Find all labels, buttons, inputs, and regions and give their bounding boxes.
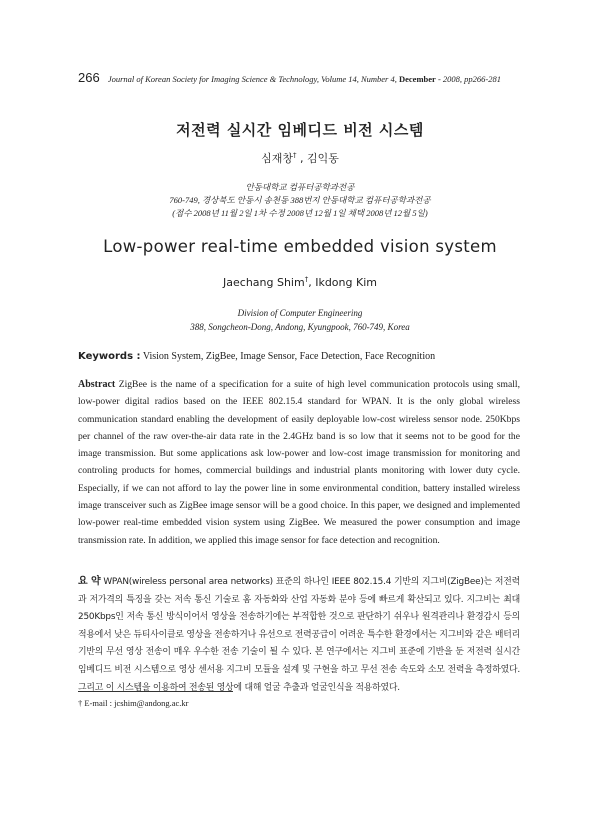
- corresponding-mark: †: [304, 275, 309, 284]
- korean-abstract-text: WPAN(wireless personal area networks) 표준의 하나인 IEEE 802.15.4 기반의 지그비(ZigBee)는 저전력과 저가격의 특징을 갖는 저속 통신 기술로 홈 자동화와 산업 자동화 분야 등에 빠르게 확산되고 있다. 지그비는 최대 250Kbps인 저속 통신 방식이어서 영상을 전송하기에는 부적합한 것으로 판단하기 쉬우나 원격관리나 환경감시 등의 적용에서 낮은 듀티사이클로 영상을 전송하거나 유선으로 전력공급이 어려운 특수한 환경에서는 지그비와 같은 배터리 기반의 무선 영상 전송이 매우 우수한 전송 기술이 될 수 있다. 본 연구에서는 지그비 표준에 기반을 둔 저전력 실시간 임베디드 비전 시스템으로 영상 센서용 지그비 모듈을 설계 및 구현을 하고 무선 전송 속도와 소모 전력을 측정하였다. 그리고 이 시스템을 이용하여 전송된 영상에 대해 얼굴 추출과 얼굴인식을 적용하였다.: [78, 577, 520, 693]
- issue-month: December: [399, 74, 436, 84]
- abstract: [78, 376, 520, 549]
- english-authors: [0, 276, 600, 289]
- corresponding-mark: †: [293, 151, 297, 160]
- author-2: , 김익동: [296, 152, 339, 165]
- affiliation-line: Division of Computer Engineering: [237, 308, 363, 318]
- affiliation-line: 388, Songcheon-Dong, Andong, Kyungpook, 760-749, Korea: [190, 322, 410, 332]
- journal-name: Journal of Korean Society for Imaging Science & Technology, Volume 14, Number 4,: [107, 74, 397, 84]
- affiliation-line: (접수 2008년 11월 2일 1차 수정 2008년 12월 1일 채택 2008년 12월 5일): [172, 208, 428, 218]
- english-title: Low-power real-time embedded vision system: [103, 237, 497, 256]
- keywords-label: Keywords :: [78, 351, 141, 362]
- keywords: [78, 351, 435, 362]
- korean-abstract-label: 요 약: [78, 576, 101, 587]
- affiliation-line: 760-749, 경상북도 안동시 송천동 388번지 안동대학교 컴퓨터공학과전공: [169, 195, 431, 205]
- korean-title: 저전력 실시간 임베디드 비전 시스템: [176, 121, 424, 139]
- author-2: , Ikdong Kim: [308, 276, 377, 289]
- korean-authors: [0, 150, 600, 166]
- abstract-text: ZigBee is the name of a specification for a suite of high level communication protocols using small, low-power digital radios based on the IEEE 802.15.4 standard for WPAN. It is the only global wireless communication standard enabling the development of easily deployable low-cost wireless sensor node. 250Kbps per channel of the raw over-the-air data rate in the 2.4GHz band is so low that it seems not to be good for the image transmission. But some applications ask low-power and low-cost image transmission for monitoring and controling products for homes, commercial buildings and industrial plants monitoring with lower duty cycle. Especially, if we can not afford to lay the power line in some environmental condition, battery installed wireless image transceiver such as ZigBee image sensor will be a good choice. In this paper, we designed and implemented low-power real-time embedded vision system using ZigBee. We measured the power consumption and image transmission rate. In addition, we applied this image sensor for face detection and recognition.: [78, 379, 520, 546]
- korean-abstract: [78, 573, 520, 697]
- page-number: 266: [78, 70, 100, 85]
- english-affiliation: [0, 306, 600, 334]
- keywords-text: Vision System, ZigBee, Image Sensor, Face Detection, Face Recognition: [140, 351, 436, 362]
- footnote-divider: [78, 691, 233, 692]
- running-header: [78, 70, 501, 85]
- affiliation-line: 안동대학교 컴퓨터공학과전공: [245, 182, 355, 192]
- korean-affiliation: [0, 181, 600, 220]
- author-1: Jaechang Shim: [223, 276, 305, 289]
- author-1: 심재창: [261, 152, 293, 165]
- issue-pages: - 2008, pp266-281: [435, 74, 501, 84]
- abstract-label: Abstract: [78, 379, 116, 390]
- footnote-email: † E-mail : jcshim@andong.ac.kr: [78, 698, 189, 708]
